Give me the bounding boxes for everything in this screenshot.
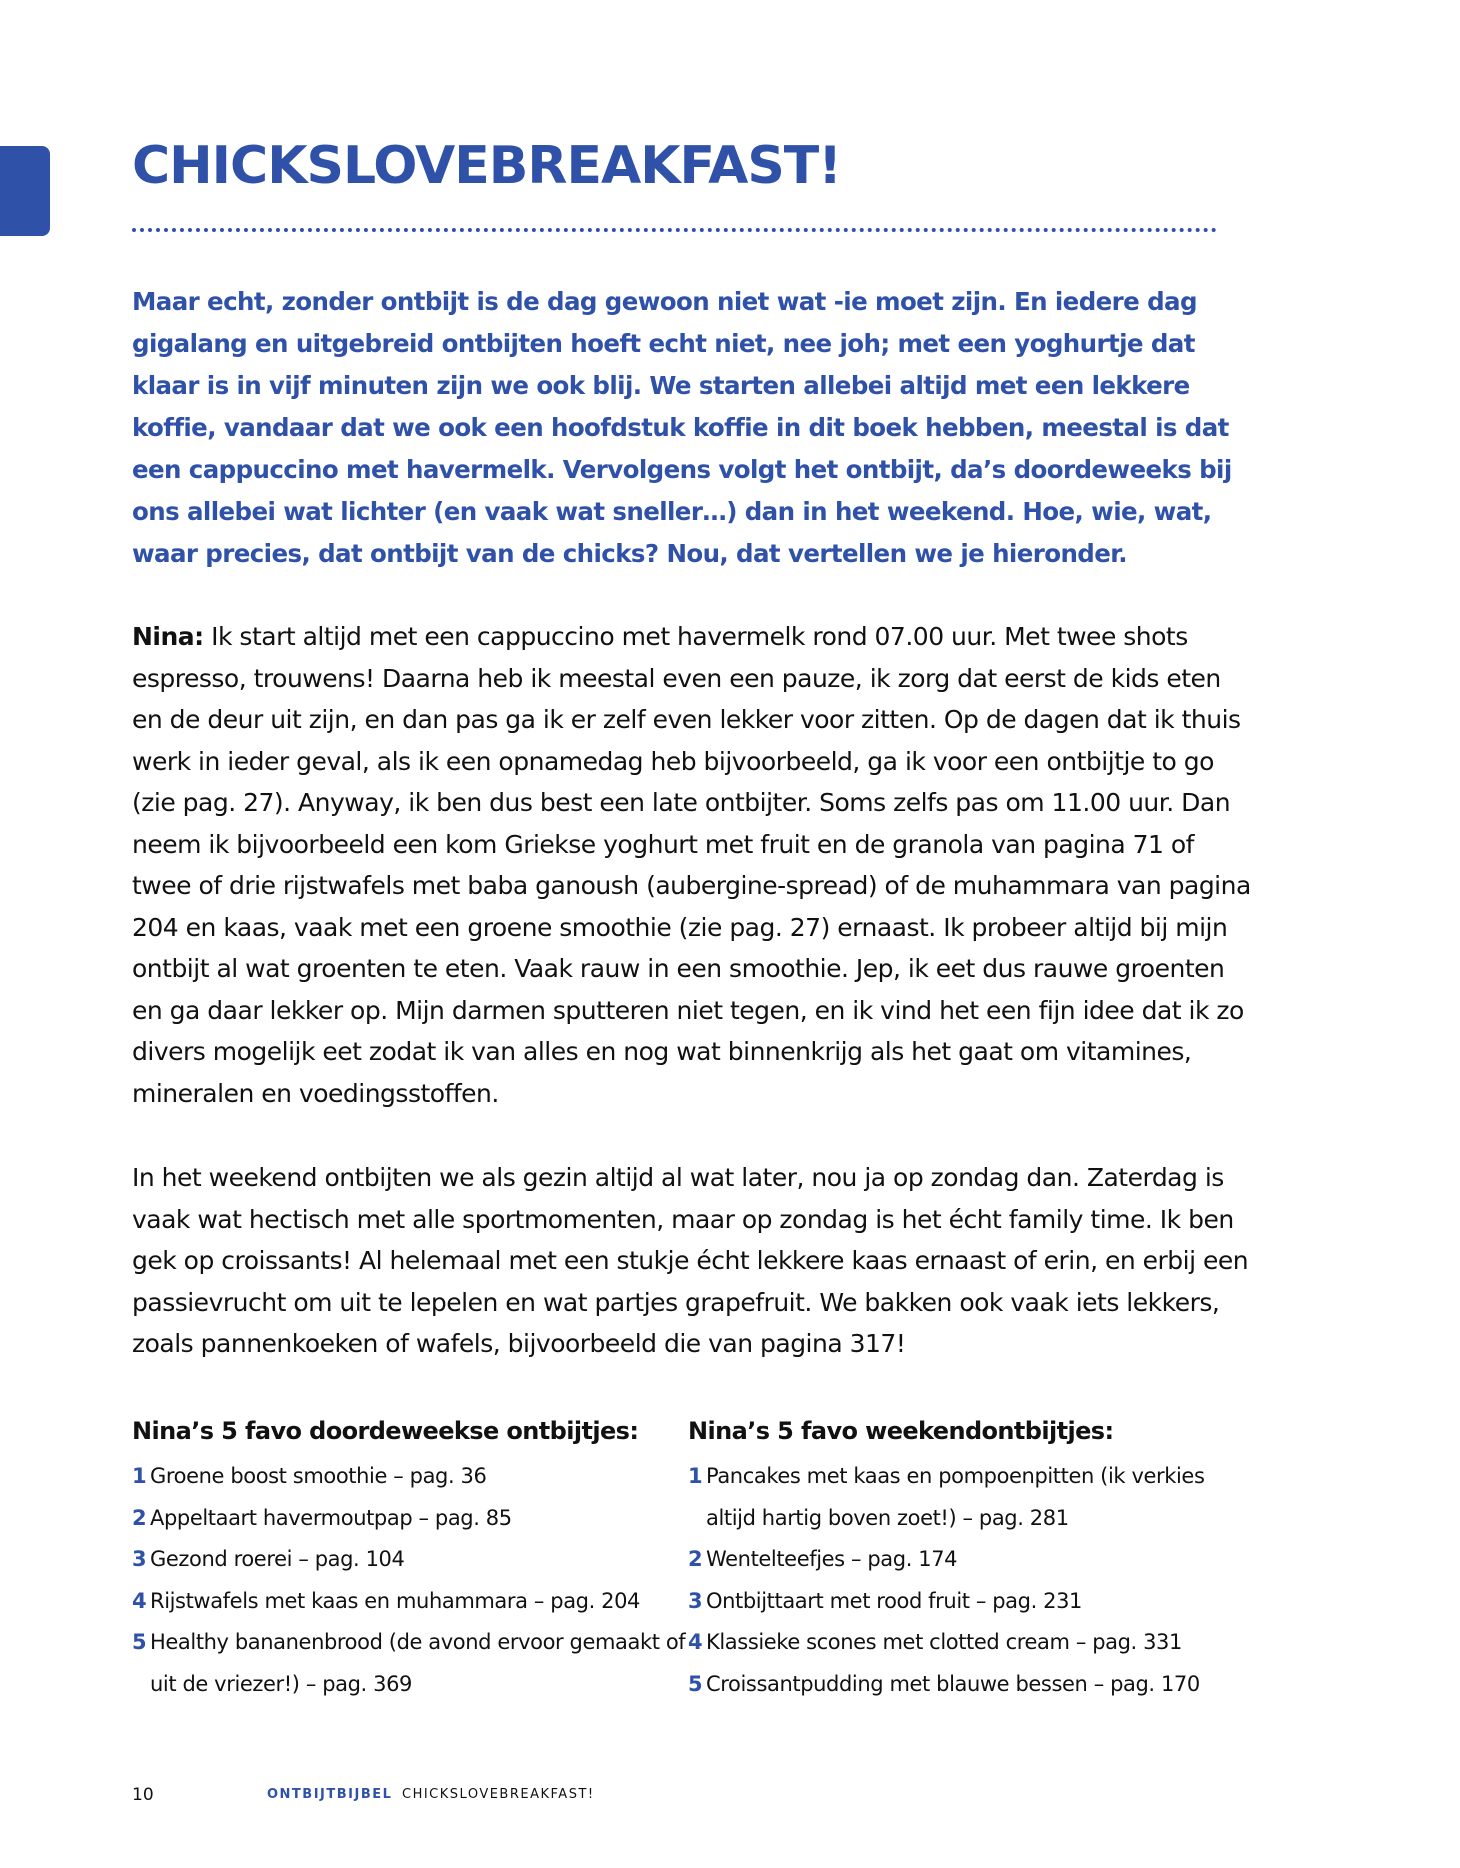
list-item (688, 1622, 1248, 1664)
list-item (688, 1539, 1248, 1581)
list-number: 1 (688, 1464, 703, 1488)
weekday-favorites (132, 1410, 692, 1705)
list-item (132, 1539, 692, 1581)
list-number: 4 (688, 1630, 703, 1654)
list-number: 5 (132, 1630, 147, 1654)
weekend-favorites-heading: Nina’s 5 favo weekendontbijtjes: (688, 1417, 1114, 1445)
list-number: 4 (132, 1588, 147, 1613)
list-item-text: Croissantpudding met blauwe bessen – pag. 170 (706, 1671, 1200, 1696)
list-item-text: Appeltaart havermoutpap – pag. 85 (150, 1505, 512, 1530)
chapter-tab-marker (0, 146, 50, 236)
list-number: 2 (132, 1505, 147, 1530)
list-number: 2 (688, 1547, 703, 1571)
list-item-text: Healthy bananenbrood (de avond ervoor gemaakt of uit de vriezer!) – pag. 369 (150, 1630, 686, 1696)
list-item-text: Pancakes met kaas en pompoenpitten (ik verkies altijd hartig boven zoet!) – pag. 281 (706, 1464, 1205, 1530)
list-item (688, 1664, 1248, 1706)
list-number: 1 (132, 1464, 147, 1488)
chapter-title: CHICKSLOVEBREAKFAST! (402, 1787, 595, 1802)
weekday-favorites-heading: Nina’s 5 favo doordeweekse ontbijtjes: (132, 1417, 639, 1445)
title-divider (132, 228, 1217, 232)
list-number: 3 (132, 1547, 147, 1571)
list-item (688, 1456, 1248, 1539)
weekend-favorites-list (688, 1456, 1248, 1705)
page-footer (132, 1785, 1232, 1815)
list-item-text: Klassieke scones met clotted cream – pag. 331 (706, 1630, 1182, 1654)
page-title: CHICKSLOVEBREAKFAST! (132, 136, 841, 196)
page-number: 10 (132, 1785, 154, 1805)
weekday-favorites-list (132, 1456, 692, 1705)
list-item-text: Gezond roerei – pag. 104 (150, 1547, 405, 1571)
body-paragraph-text: Ik start altijd met een cappuccino met havermelk rond 07.00 uur. Met twee shots espresso, trouwens! Daarna heb ik meestal even een pauze, ik zorg dat eerst de kids eten en de deur uit zijn, en dan pas ga ik er zelf even lekker voor zitten. Op de dagen dat ik thuis werk in ieder geval, als ik een opnamedag heb bijvoorbeeld, ga ik voor een ontbijtje to go (zie pag. 27). Anyway, ik ben dus best een late ontbijter. Soms zelfs pas om 11.00 uur. Dan neem ik bijvoorbeeld een kom Griekse yoghurt met fruit en de granola van pagina 71 of twee of drie rijstwafels met baba ganoush (aubergine-spread) of de muhammara van pagina 204 en kaas, vaak met een groene smoothie (zie pag. 27) ernaast. Ik probeer altijd bij mijn ontbijt al wat groenten te eten. Vaak rauw in een smoothie. Jep, ik eet dus rauwe groenten en ga daar lekker op. Mijn darmen sputteren niet tegen, en ik vind het een fijn idee dat ik zo divers mogelijk eet zodat ik van alles en nog wat binnenkrijg als het gaat om vitamines, mineralen en voedingsstoffen. (132, 622, 1251, 1108)
list-item-text: Ontbijttaart met rood fruit – pag. 231 (706, 1588, 1082, 1613)
body-paragraph-weekend: In het weekend ontbijten we als gezin altijd al wat later, nou ja op zondag dan. Zaterdag is vaak wat hectisch met alle sportmomenten, maar op zondag is het écht family time. Ik ben gek op croissants! Al helemaal met een stukje écht lekkere kaas ernaast of erin, en erbij een passievrucht om uit te lepelen en wat partjes grapefruit. We bakken ook vaak iets lekkers, zoals pannenkoeken of wafels, bijvoorbeeld die van pagina 317! (132, 1163, 1249, 1358)
list-item (132, 1581, 692, 1623)
list-item (132, 1498, 692, 1540)
list-item (132, 1456, 692, 1498)
speaker-label: Nina: (132, 622, 204, 651)
body-paragraph-nina (132, 616, 1252, 1114)
intro-paragraph: Maar echt, zonder ontbijt is de dag gewoon niet wat -ie moet zijn. En iedere dag gigalang en uitgebreid ontbijten hoeft echt niet, nee joh; met een yoghurtje dat klaar is in vijf minuten zijn we ook blij. We starten allebei altijd met een lekkere koffie, vandaar dat we ook een hoofdstuk koffie in dit boek hebben, meestal is dat een cappuccino met havermelk. Vervolgens volgt het ontbijt, da’s doordeweeks bij ons allebei wat lichter (en vaak wat sneller…) dan in het weekend. Hoe, wie, wat, waar precies, dat ontbijt van de chicks? Nou, dat vertellen we je hieronder. (132, 287, 1232, 568)
list-item (688, 1581, 1248, 1623)
book-title: ONTBIJTBIJBEL (267, 1787, 393, 1802)
list-item-text: Groene boost smoothie – pag. 36 (150, 1464, 487, 1488)
list-number: 3 (688, 1588, 703, 1613)
list-item-text: Rijstwafels met kaas en muhammara – pag. 204 (150, 1588, 641, 1613)
list-item-text: Wentelteefjes – pag. 174 (706, 1547, 958, 1571)
weekend-favorites (688, 1410, 1248, 1705)
list-item (132, 1622, 692, 1705)
list-number: 5 (688, 1671, 703, 1696)
